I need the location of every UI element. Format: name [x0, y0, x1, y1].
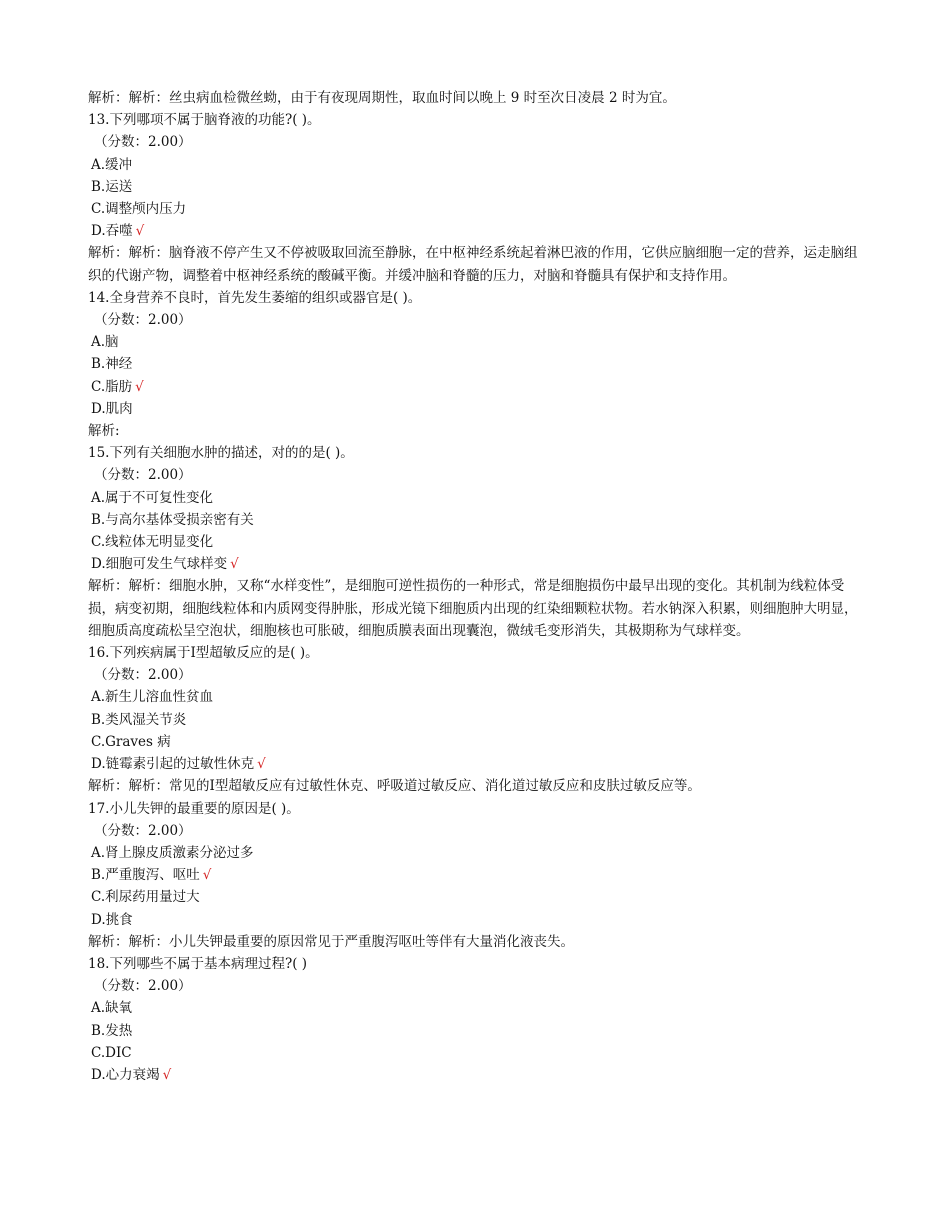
option-text: C.调整颅内压力	[91, 201, 187, 218]
option-text: B.发热	[91, 1022, 133, 1039]
answer-option	[88, 997, 860, 1019]
option-text: B.类风湿关节炎	[91, 711, 187, 728]
correct-check-icon: √	[135, 378, 144, 395]
option-text: A.脑	[91, 334, 119, 351]
question-stem: 13.下列哪项不属于脑脊液的功能?( )。	[88, 112, 321, 129]
option-text: B.严重腹泻、呕吐	[91, 867, 200, 884]
question-score: （分数：2.00）	[94, 822, 192, 839]
option-text: A.肾上腺皮质激素分泌过多	[91, 844, 254, 861]
question-stem: 17.小儿失钾的最重要的原因是( )。	[88, 800, 300, 817]
correct-check-icon: √	[202, 867, 212, 884]
option-text: B.运送	[91, 178, 133, 195]
answer-option	[88, 176, 860, 198]
analysis-text: 解析：解析：细胞水肿，又称“水样变性”，是细胞可逆性损伤的一种形式，常是细胞损伤中最早出现的变化。其机制为线粒体受损，病变初期，细胞线粒体和内质网变得肿胀，形成光镜下细胞质内出现的红染细颗粒状物。若水钠深入积累，则细胞肿大明显，细胞质高度疏松呈空泡状，细胞核也可胀破，细胞质膜表面出现囊泡，微绒毛变形消失，其极期称为气球样变。	[88, 578, 858, 639]
correct-check-icon: √	[162, 1066, 172, 1083]
answer-option	[88, 220, 860, 242]
analysis-text: 解析：解析：脑脊液不停产生又不停被吸取回流至静脉，在中枢神经系统起着淋巴液的作用，它供应脑细胞一定的营养，运走脑组织的代谢产物，调整着中枢神经系统的酸碱平衡。并缓冲脑和脊髓的压力，对脑和脊髓具有保护和支持作用。	[88, 245, 858, 284]
option-text: A.新生儿溶血性贫血	[91, 689, 214, 706]
answer-option	[88, 509, 860, 531]
question-block	[88, 287, 860, 442]
correct-check-icon: √	[135, 223, 145, 240]
analysis-text: 解析：解析：小儿失钾最重要的原因常见于严重腹泻呕吐等伴有大量消化液丧失。	[88, 933, 574, 950]
answer-option	[88, 709, 860, 731]
analysis-text: 解析：解析：丝虫病血检微丝蚴，由于有夜现周期性，取血时间以晚上 9 时至次日凌晨 2 时为宜。	[88, 90, 676, 106]
question-stem: 15.下列有关细胞水肿的描述，对的的是( )。	[88, 445, 354, 462]
question-block	[88, 798, 860, 953]
option-text: A.缓冲	[91, 156, 133, 173]
answer-option	[88, 531, 860, 553]
question-block	[88, 953, 860, 1086]
question-block	[88, 642, 860, 797]
question-list	[88, 109, 860, 1086]
answer-option	[88, 398, 860, 420]
answer-option	[88, 198, 860, 220]
question-score: （分数：2.00）	[94, 134, 192, 151]
option-text: D.挑食	[91, 911, 133, 928]
option-text: C.DIC	[91, 1044, 132, 1061]
document-body	[88, 87, 860, 1086]
answer-option	[88, 909, 860, 931]
answer-option	[88, 886, 860, 908]
option-text: B.与高尔基体受损亲密有关	[91, 511, 254, 528]
option-text: D.链霉素引起的过敏性休克	[91, 756, 255, 773]
answer-option	[88, 686, 860, 708]
analysis-text: 解析:	[88, 423, 120, 440]
answer-option	[88, 353, 860, 375]
answer-option	[88, 731, 860, 753]
question-stem: 18.下列哪些不属于基本病理过程?( )	[88, 955, 308, 972]
question-score: （分数：2.00）	[94, 667, 192, 684]
answer-option	[88, 753, 860, 775]
answer-option	[88, 154, 860, 176]
question-block	[88, 442, 860, 642]
option-text: D.肌肉	[91, 400, 133, 417]
question-score: （分数：2.00）	[94, 312, 192, 329]
answer-option	[88, 331, 860, 353]
option-text: D.细胞可发生气球样变	[91, 556, 228, 573]
question-score: （分数：2.00）	[94, 978, 192, 995]
option-text: C.Graves 病	[91, 733, 171, 750]
answer-option	[88, 487, 860, 509]
option-text: C.利尿药用量过大	[91, 889, 200, 906]
analysis-text: 解析：解析：常见的Ⅰ型超敏反应有过敏性休克、呼吸道过敏反应、消化道过敏反应和皮肤过敏反应等。	[88, 778, 701, 795]
answer-option	[88, 1042, 860, 1064]
answer-option	[88, 376, 860, 398]
option-text: C.脂肪	[91, 378, 133, 395]
option-text: D.心力衰竭	[91, 1066, 160, 1083]
question-block	[88, 109, 860, 287]
answer-option	[88, 1064, 860, 1086]
question-stem: 16.下列疾病属于Ⅰ型超敏反应的是( )。	[88, 645, 319, 662]
option-text: B.神经	[91, 356, 133, 373]
correct-check-icon: √	[257, 756, 266, 773]
correct-check-icon: √	[230, 556, 239, 573]
question-score: （分数：2.00）	[94, 467, 192, 484]
answer-option	[88, 864, 860, 886]
option-text: A.缺氧	[91, 1000, 133, 1017]
question-stem: 14.全身营养不良时，首先发生萎缩的组织或器官是( )。	[88, 289, 422, 306]
answer-option	[88, 553, 860, 575]
option-text: D.吞噬	[91, 223, 133, 240]
answer-option	[88, 842, 860, 864]
answer-option	[88, 1020, 860, 1042]
option-text: A.属于不可复性变化	[91, 489, 214, 506]
option-text: C.线粒体无明显变化	[91, 534, 214, 551]
